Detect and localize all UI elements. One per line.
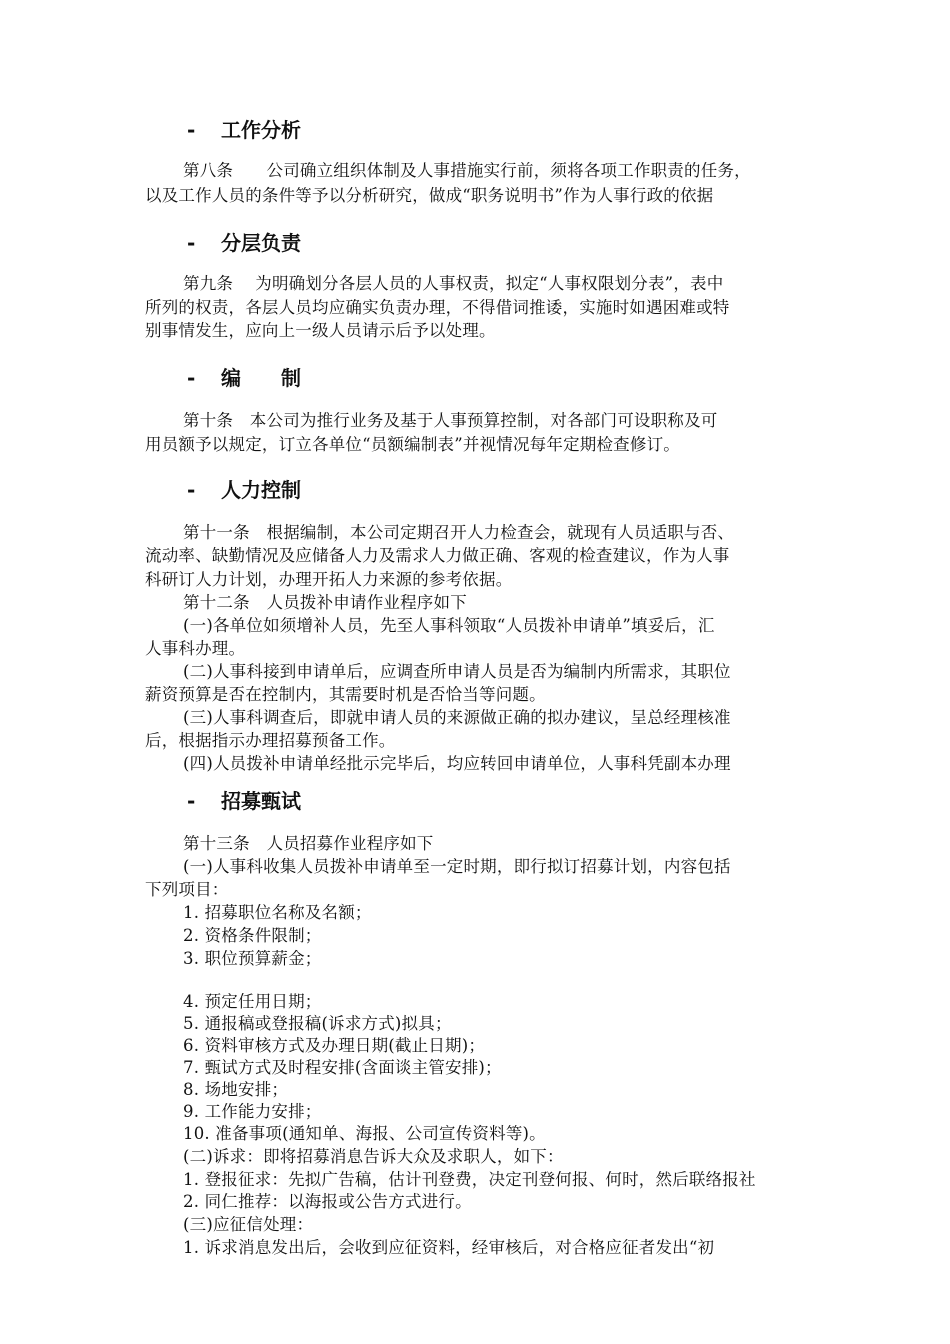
paragraph-line: 第九条 为明确划分各层人员的人事权责，拟定“人事权限划分表”，表中 [183,274,724,293]
section-heading-staffing: - 编 制 [187,366,301,390]
section-heading-layered-responsibility: - 分层负责 [187,231,301,255]
paragraph-line: (二)诉求：即将招募消息告诉大众及求职人，如下： [183,1147,564,1166]
section-heading-work-analysis: - 工作分析 [187,118,301,142]
paragraph-line: (三)人事科调查后，即就申请人员的来源做正确的拟办建议，呈总经理核准 [183,708,731,727]
list-item: 2. 资格条件限制； [183,926,322,945]
paragraph-line: 第十三条 人员招募作业程序如下 [183,834,434,853]
paragraph-line: 用员额予以规定，订立各单位“员额编制表”并视情况每年定期检查修订。 [145,435,680,454]
paragraph-line: 第十二条 人员拨补申请作业程序如下 [183,593,467,612]
paragraph-line: 以及工作人员的条件等予以分析研究，做成“职务说明书”作为人事行政的依据 [145,186,714,205]
paragraph-line: 人事科办理。 [145,639,246,658]
paragraph-line: (二)人事科接到申请单后，应调查所申请人员是否为编制内所需求，其职位 [183,662,731,681]
paragraph-line: 别事情发生，应向上一级人员请示后予以处理。 [145,321,496,340]
list-item: 7. 甄试方式及时程安排(含面谈主管安排)； [183,1058,502,1077]
paragraph-line: 下列项目： [145,880,229,899]
list-item: 2. 同仁推荐：以海报或公告方式进行。 [183,1192,472,1211]
paragraph-line: 第十一条 根据编制，本公司定期召开人力检查会，就现有人员适职与否、 [183,523,735,542]
section-heading-recruitment: - 招募甄试 [187,789,301,813]
paragraph-line: 流动率、缺勤情况及应储备人力及需求人力做正确、客观的检查建议，作为人事 [145,546,730,565]
list-item: 4. 预定任用日期； [183,992,322,1011]
list-item: 10. 准备事项(通知单、海报、公司宣传资料等)。 [183,1124,546,1143]
list-item: 9. 工作能力安排； [183,1102,322,1121]
paragraph-line: 第十条 本公司为推行业务及基于人事预算控制，对各部门可设职称及可 [183,411,718,430]
list-item: 1. 招募职位名称及名额； [183,903,372,922]
paragraph-line: 所列的权责，各层人员均应确实负责办理，不得借词推诿，实施时如遇困难或特 [145,298,730,317]
section-heading-manpower-control: - 人力控制 [187,478,301,502]
list-item: 1. 诉求消息发出后，会收到应征资料，经审核后，对合格应征者发出“初 [183,1238,715,1257]
paragraph-line: 第八条 公司确立组织体制及人事措施实行前，须将各项工作职责的任务， [183,161,751,180]
paragraph-line: (一)人事科收集人员拨补申请单至一定时期，即行拟订招募计划，内容包括 [183,857,731,876]
paragraph-line: 后，根据指示办理招募预备工作。 [145,731,396,750]
list-item: 5. 通报稿或登报稿(诉求方式)拟具； [183,1014,452,1033]
paragraph-line: 科研订人力计划，办理开拓人力来源的参考依据。 [145,570,513,589]
list-item: 6. 资料审核方式及办理日期(截止日期)； [183,1036,486,1055]
paragraph-line: 薪资预算是否在控制内，其需要时机是否恰当等问题。 [145,685,546,704]
paragraph-line: (三)应征信处理： [183,1215,314,1234]
paragraph-line: (一)各单位如须增补人员，先至人事科领取“人员拨补申请单”填妥后，汇 [183,616,715,635]
list-item: 1. 登报征求：先拟广告稿，估计刊登费，决定刊登何报、何时，然后联络报社 [183,1170,756,1189]
list-item: 3. 职位预算薪金； [183,949,322,968]
list-item: 8. 场地安排； [183,1080,289,1099]
paragraph-line: (四)人员拨补申请单经批示完毕后，均应转回申请单位，人事科凭副本办理 [183,754,731,773]
